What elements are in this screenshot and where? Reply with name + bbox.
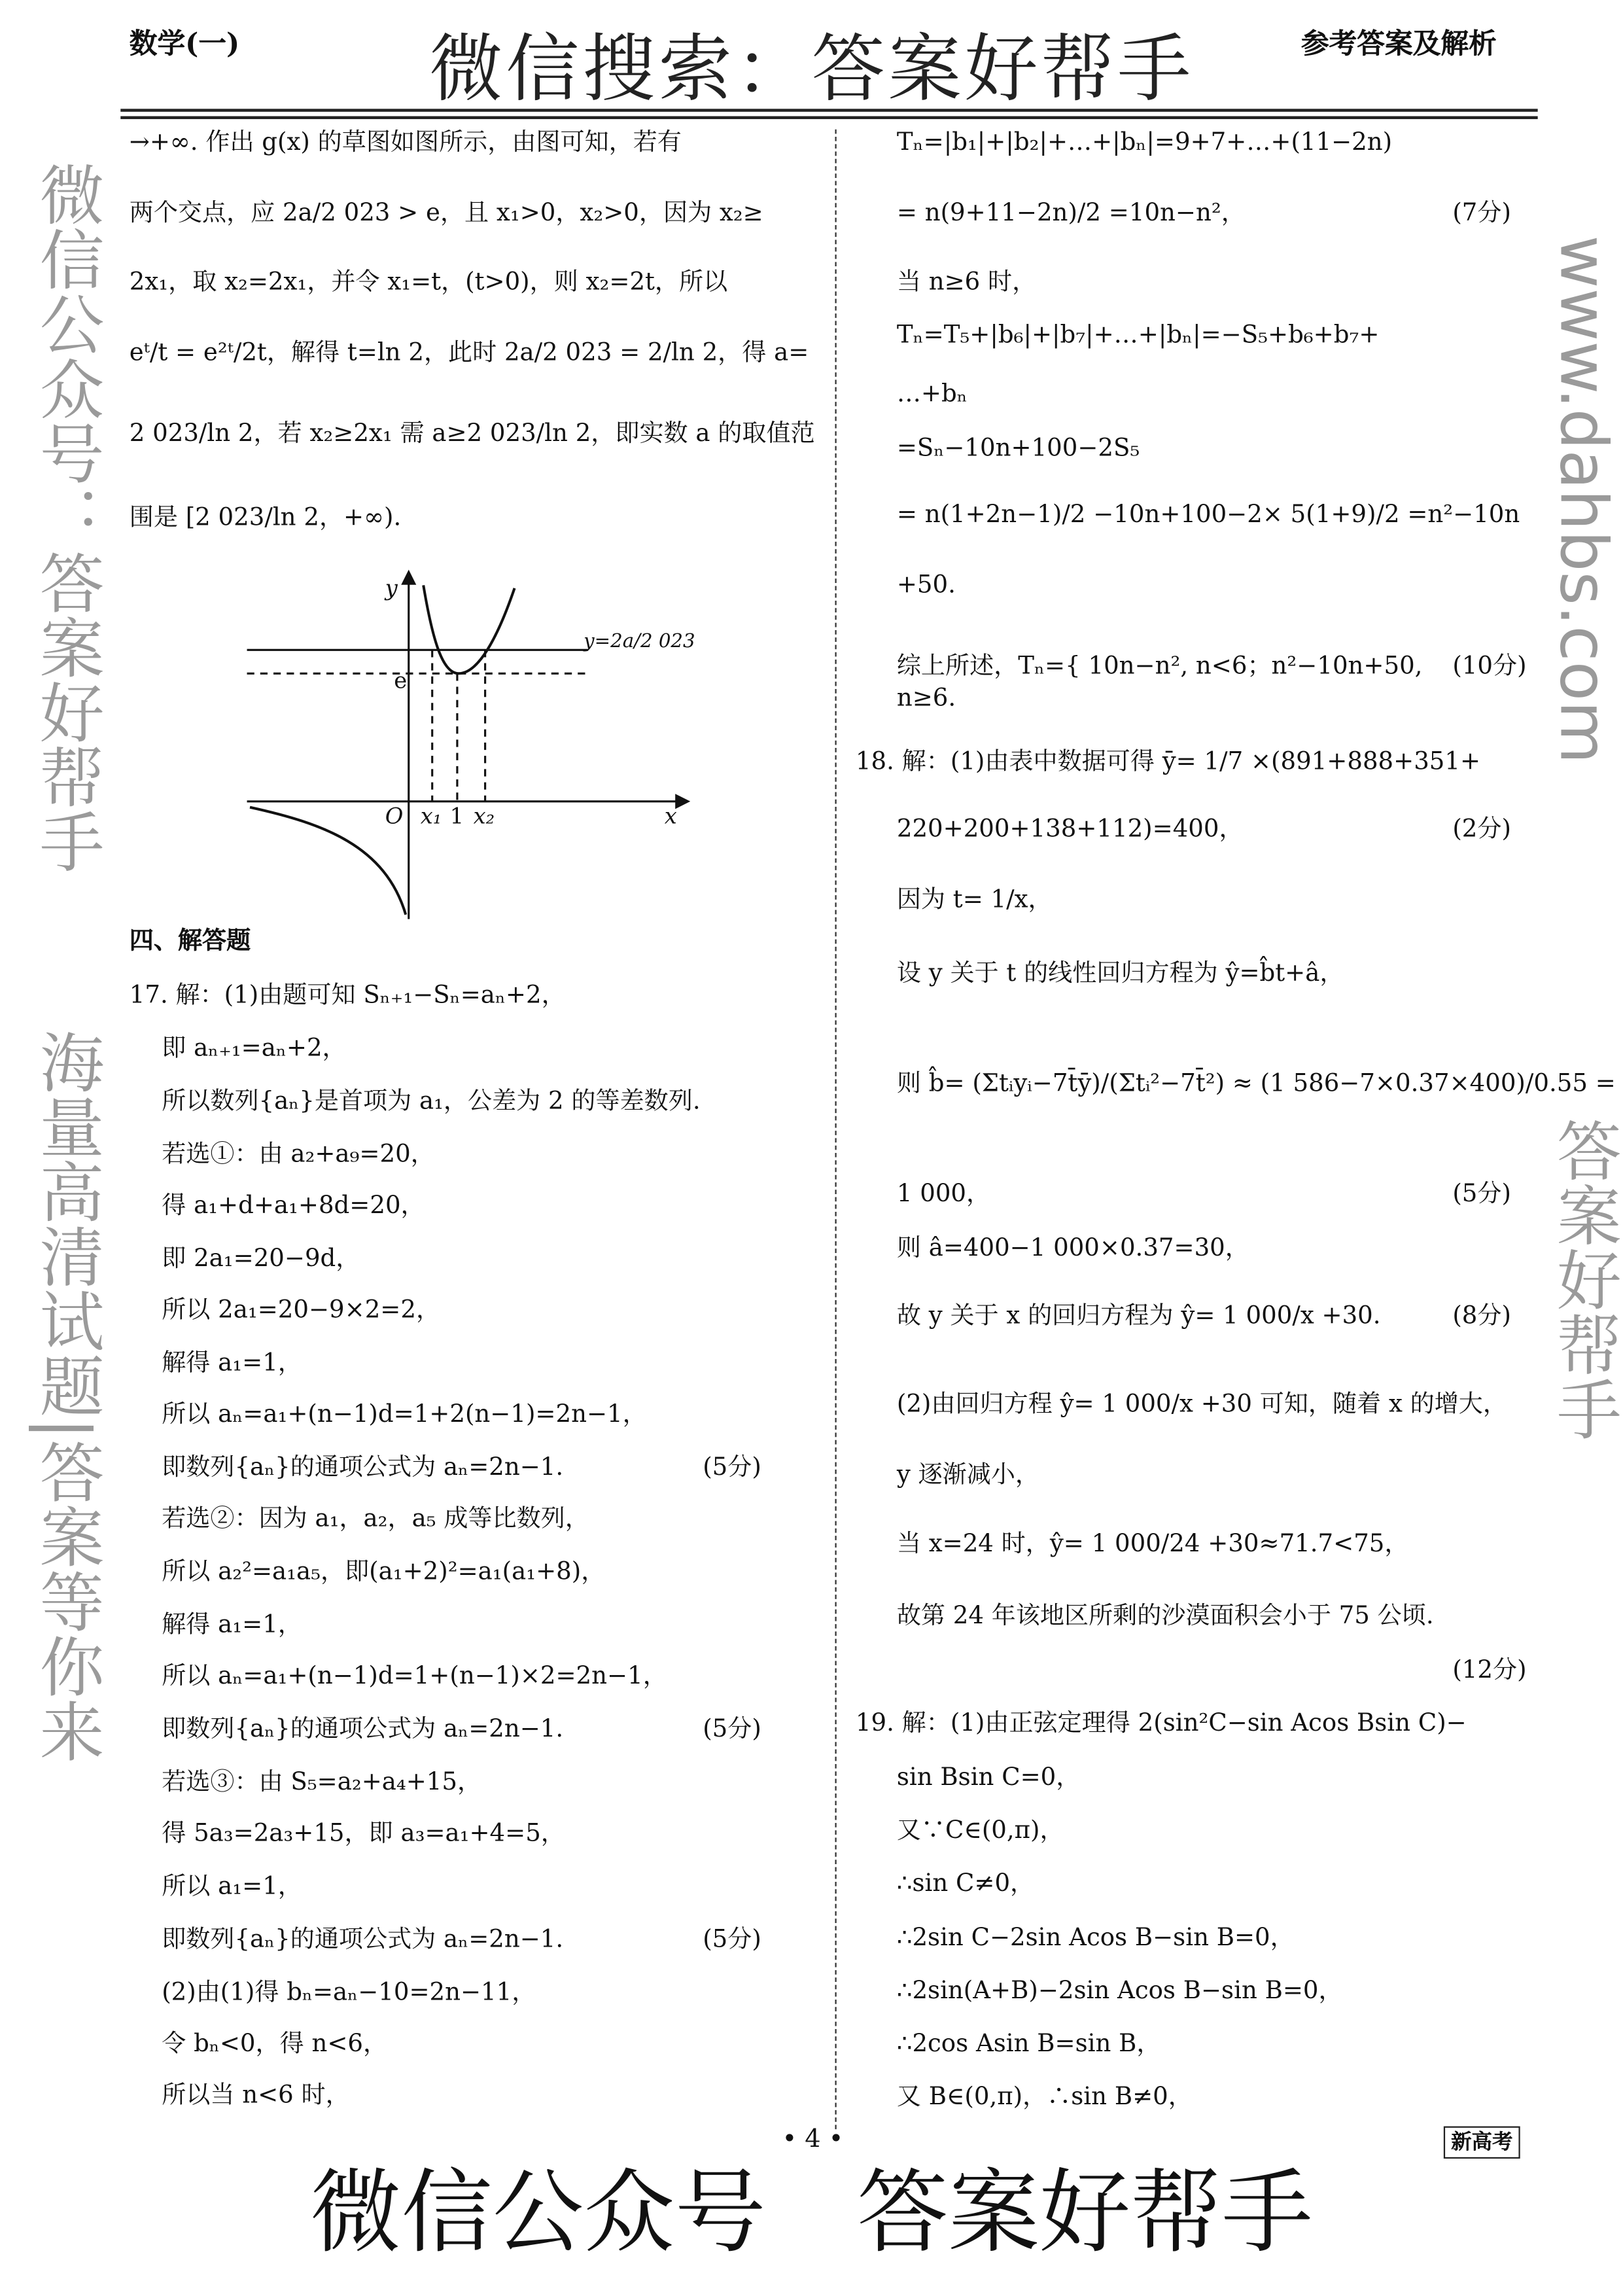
score-label: (2分) <box>1452 815 1511 843</box>
score-label: (8分) <box>1452 1301 1511 1330</box>
right-text-line: sin Bsin C=0， <box>896 1763 1081 1792</box>
x-arrow <box>676 796 688 807</box>
label-e: e <box>394 667 408 694</box>
left-text-line: 2 023/ln 2，若 x₂≥2x₁ 需 a≥2 023/ln 2，即实数 a 的取值范 <box>129 419 815 448</box>
left-text-line: 所以 aₙ=a₁+(n−1)d=1+2(n−1)=2n−1， <box>162 1400 647 1428</box>
curve-right-branch <box>423 585 514 673</box>
page-number: • 4 • <box>782 2125 844 2155</box>
left-text-line: eᵗ/t = e²ᵗ/2t，解得 t=ln 2，此时 2a/2 023 = 2/ln 2，得 a= <box>129 338 809 366</box>
header-title: 参考答案及解析 <box>1300 27 1497 61</box>
left-text-line: 若选③：由 S₅=a₂+a₄+15， <box>162 1767 482 1795</box>
watermark-bottom: 微信公众号 答案好帮手 <box>310 2159 1313 2267</box>
curve-left-branch <box>250 807 406 915</box>
left-text-line: 得 5a₃=2a₃+15，即 a₃=a₁+4=5， <box>162 1818 565 1847</box>
left-text-line: 即数列{aₙ}的通项公式为 aₙ=2n−1. <box>162 1453 564 1481</box>
header-subject: 数学(一) <box>129 27 240 61</box>
left-text-line: 两个交点，应 2a/2 023 > e，且 x₁>0，x₂>0，因为 x₂≥ <box>129 198 763 227</box>
score-label: (5分) <box>703 1714 761 1743</box>
left-text-line: 解得 a₁=1， <box>162 1610 302 1638</box>
left-text-line: 所以当 n<6 时， <box>162 2080 350 2109</box>
right-text-line: 则 b̂= (Σtᵢyᵢ−7t̄ȳ)/(Σtᵢ²−7t̄²) ≈ (1 586−7×0.37×400)/0.55 = <box>896 1069 1616 1097</box>
right-text-line: = n(1+2n−1)/2 −10n+100−2× 5(1+9)/2 =n²−10n <box>896 500 1520 528</box>
header-rule-2 <box>120 116 1537 119</box>
left-text-line: 令 bₙ<0，得 n<6， <box>162 2029 388 2057</box>
right-text-line: 当 n≥6 时， <box>896 268 1037 296</box>
column-divider <box>835 130 836 2129</box>
right-text-line: 综上所述，Tₙ={ 10n−n², n<6；n²−10n+50, n≥6. <box>896 651 1423 712</box>
right-text-line: =Sₙ−10n+100−2S₅ <box>896 433 1140 462</box>
left-text-line: 2x₁，取 x₂=2x₁，并令 x₁=t，(t>0)，则 x₂=2t，所以 <box>129 268 728 296</box>
left-text-line: 即 aₙ₊₁=aₙ+2， <box>162 1033 347 1062</box>
right-text-line: +50. <box>896 570 956 599</box>
left-text-line: 围是 [2 023/ln 2，+∞). <box>129 503 402 531</box>
score-label: (7分) <box>1452 198 1511 227</box>
right-text-line: ∴sin C≠0， <box>896 1869 1035 1898</box>
right-text-line: Tₙ=T₅+|b₆|+|b₇|+…+|bₙ|=−S₅+b₆+b₇+ <box>896 320 1380 349</box>
right-text-line: (2)由回归方程 ŷ= 1 000/x +30 可知，随着 x 的增大， <box>896 1389 1507 1418</box>
y-arrow <box>403 572 415 584</box>
right-text-line: 因为 t= 1/x， <box>896 885 1053 913</box>
score-label: (5分) <box>703 1453 761 1481</box>
left-text-line: 解得 a₁=1， <box>162 1348 302 1377</box>
right-text-line: 1 000， <box>896 1179 991 1208</box>
right-text-line: 19. 解：(1)由正弦定理得 2(sin²C−sin Acos Bsin C)− <box>855 1708 1467 1737</box>
right-text-line: ∴2sin(A+B)−2sin Acos B−sin B=0， <box>896 1976 1343 2005</box>
score-label: (10分) <box>1452 651 1527 680</box>
right-text-line: 当 x=24 时，ŷ= 1 000/24 +30≈71.7<75， <box>896 1529 1409 1557</box>
right-text-line: …+bₙ <box>896 379 968 408</box>
right-text-line: 故第 24 年该地区所剩的沙漠面积会小于 75 公顷. <box>896 1601 1434 1630</box>
left-text-line: 即数列{aₙ}的通项公式为 aₙ=2n−1. <box>162 1714 564 1743</box>
right-text-line: 则 â=400−1 000×0.37=30， <box>896 1233 1249 1262</box>
right-text-line: 又 B∈(0,π)，∴sin B≠0， <box>896 2082 1193 2110</box>
right-text-line: Tₙ=|b₁|+|b₂|+…+|bₙ|=9+7+…+(11−2n) <box>896 128 1393 156</box>
left-text-line: 17. 解：(1)由题可知 Sₙ₊₁−Sₙ=aₙ+2， <box>129 980 566 1009</box>
function-graph <box>236 566 706 927</box>
left-text-line: 若选②：因为 a₁，a₂，a₅ 成等比数列， <box>162 1504 589 1532</box>
label-line: y=2a/2 023 <box>584 629 695 652</box>
score-label: (5分) <box>703 1924 761 1953</box>
label-origin: O <box>385 803 404 829</box>
watermark-slogan: 海量高清试题|答案等你来 <box>27 1029 103 1763</box>
label-x1: x₁ <box>420 803 442 829</box>
score-label: (5分) <box>1452 1179 1511 1208</box>
right-text-line: 又∵C∈(0,π)， <box>896 1816 1064 1845</box>
watermark-top: 微信搜索：答案好帮手 <box>429 26 1194 112</box>
right-text-line: = n(9+11−2n)/2 =10n−n²， <box>896 198 1246 227</box>
left-text-line: 得 a₁+d+a₁+8d=20， <box>162 1191 425 1220</box>
right-text-line: 18. 解：(1)由表中数据可得 ȳ= 1/7 ×(891+888+351+ <box>855 747 1481 775</box>
right-text-line: y 逐渐减小， <box>896 1460 1040 1489</box>
watermark-site: www.dahbs.com <box>1544 235 1620 764</box>
left-text-line: 若选①：由 a₂+a₉=20， <box>162 1139 435 1168</box>
left-text-line: →+∞. 作出 g(x) 的草图如图所示，由图可知，若有 <box>129 128 682 156</box>
left-text-line: 即 2a₁=20−9d， <box>162 1244 360 1272</box>
right-text-line: 故 y 关于 x 的回归方程为 ŷ= 1 000/x +30. <box>896 1301 1381 1330</box>
watermark-public: 微信公众号：答案好帮手 <box>27 162 103 874</box>
left-text-line: (2)由(1)得 bₙ=aₙ−10=2n−11， <box>162 1977 536 2006</box>
left-text-line: 所以 aₙ=a₁+(n−1)d=1+(n−1)×2=2n−1， <box>162 1661 667 1690</box>
left-text-line: 所以 a₁=1， <box>162 1871 302 1900</box>
right-text-line: 220+200+138+112)=400， <box>896 815 1244 843</box>
watermark-helper: 答案好帮手 <box>1544 1117 1620 1441</box>
right-text-line: 设 y 关于 t 的线性回归方程为 ŷ=b̂t+â， <box>896 959 1344 987</box>
label-x: x <box>664 803 677 829</box>
exam-badge: 新高考 <box>1444 2127 1520 2159</box>
left-text-line: 即数列{aₙ}的通项公式为 aₙ=2n−1. <box>162 1924 564 1953</box>
left-text-line: 所以 a₂²=a₁a₅，即(a₁+2)²=a₁(a₁+8)， <box>162 1557 606 1585</box>
label-x2: x₂ <box>473 803 495 829</box>
right-text-line: ∴2sin C−2sin Acos B−sin B=0， <box>896 1923 1295 1952</box>
label-one: 1 <box>449 803 464 829</box>
left-text-line: 所以数列{aₙ}是首项为 a₁，公差为 2 的等差数列. <box>162 1086 701 1115</box>
score-label: (12分) <box>1452 1655 1527 1684</box>
right-text-line: ∴2cos Asin B=sin B， <box>896 2029 1161 2057</box>
label-y: y <box>385 575 398 601</box>
left-text-line: 四、解答题 <box>129 926 251 955</box>
left-text-line: 所以 2a₁=20−9×2=2， <box>162 1295 441 1324</box>
